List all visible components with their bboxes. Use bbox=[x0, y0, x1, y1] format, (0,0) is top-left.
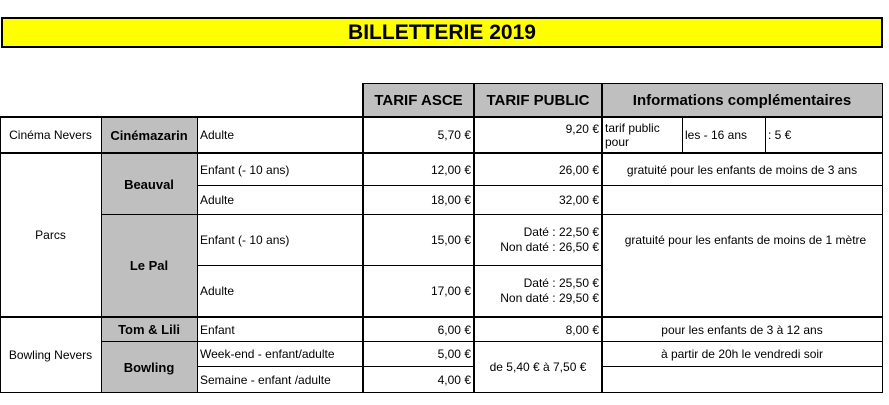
beauval-type-child: Enfant (- 10 ans) bbox=[197, 154, 363, 185]
bowling-asce-week: 4,00 € bbox=[363, 367, 474, 392]
header-tarif-public: TARIF PUBLIC bbox=[474, 84, 602, 116]
header-tarif-asce: TARIF ASCE bbox=[363, 84, 474, 116]
tomlili-type: Enfant bbox=[197, 318, 363, 341]
venue-tom-lili: Tom & Lili bbox=[101, 318, 197, 341]
lepal-public-adult-dated: Daté : 25,50 € bbox=[523, 276, 599, 290]
cinema-info-c: : 5 € bbox=[766, 118, 882, 152]
cinema-type: Adulte bbox=[197, 118, 363, 152]
bowling-type-week: Semaine - enfant /adulte bbox=[197, 367, 363, 392]
cinema-info-b: les - 16 ans bbox=[683, 118, 766, 152]
venue-le-pal: Le Pal bbox=[101, 215, 197, 316]
lepal-type-child: Enfant (- 10 ans) bbox=[197, 215, 363, 265]
beauval-asce-adult: 18,00 € bbox=[363, 186, 474, 214]
bowling-type-weekend: Week-end - enfant/adulte bbox=[197, 342, 363, 366]
lepal-type-adult: Adulte bbox=[197, 266, 363, 316]
category-bowling: Bowling Nevers bbox=[0, 318, 101, 392]
cinema-info-a: tarif public pour bbox=[602, 118, 683, 152]
tomlili-asce: 6,00 € bbox=[363, 318, 474, 341]
page-title: BILLETTERIE 2019 bbox=[1, 17, 883, 48]
cinema-public-price: 9,20 € bbox=[474, 118, 602, 152]
lepal-public-child bbox=[474, 215, 602, 265]
category-parcs: Parcs bbox=[0, 154, 101, 316]
beauval-asce-child: 12,00 € bbox=[363, 154, 474, 185]
lepal-asce-child: 15,00 € bbox=[363, 215, 474, 265]
lepal-public-adult-undated: Non daté : 29,50 € bbox=[500, 291, 599, 305]
beauval-public-adult: 32,00 € bbox=[474, 186, 602, 214]
lepal-public-adult bbox=[474, 266, 602, 316]
header-informations: Informations complémentaires bbox=[602, 84, 882, 116]
bowling-asce-weekend: 5,00 € bbox=[363, 342, 474, 366]
lepal-public-child-undated: Non daté : 26,50 € bbox=[500, 240, 599, 254]
bowling-info: à partir de 20h le vendredi soir bbox=[602, 342, 882, 366]
venue-bowling: Bowling bbox=[101, 342, 197, 392]
category-cinema: Cinéma Nevers bbox=[0, 118, 101, 152]
tomlili-info: pour les enfants de 3 à 12 ans bbox=[602, 318, 882, 341]
tomlili-public: 8,00 € bbox=[474, 318, 602, 341]
beauval-type-adult: Adulte bbox=[197, 186, 363, 214]
cinema-asce-price: 5,70 € bbox=[363, 118, 474, 152]
venue-beauval: Beauval bbox=[101, 154, 197, 214]
lepal-info: gratuité pour les enfants de moins de 1 mètre bbox=[602, 215, 889, 265]
lepal-public-child-dated: Daté : 22,50 € bbox=[523, 225, 599, 239]
lepal-asce-adult: 17,00 € bbox=[363, 266, 474, 316]
bowling-public-range: de 5,40 € à 7,50 € bbox=[474, 342, 602, 392]
beauval-public-child: 26,00 € bbox=[474, 154, 602, 185]
venue-cinemazarin: Cinémazarin bbox=[101, 118, 197, 152]
beauval-info: gratuité pour les enfants de moins de 3 ans bbox=[602, 154, 882, 185]
